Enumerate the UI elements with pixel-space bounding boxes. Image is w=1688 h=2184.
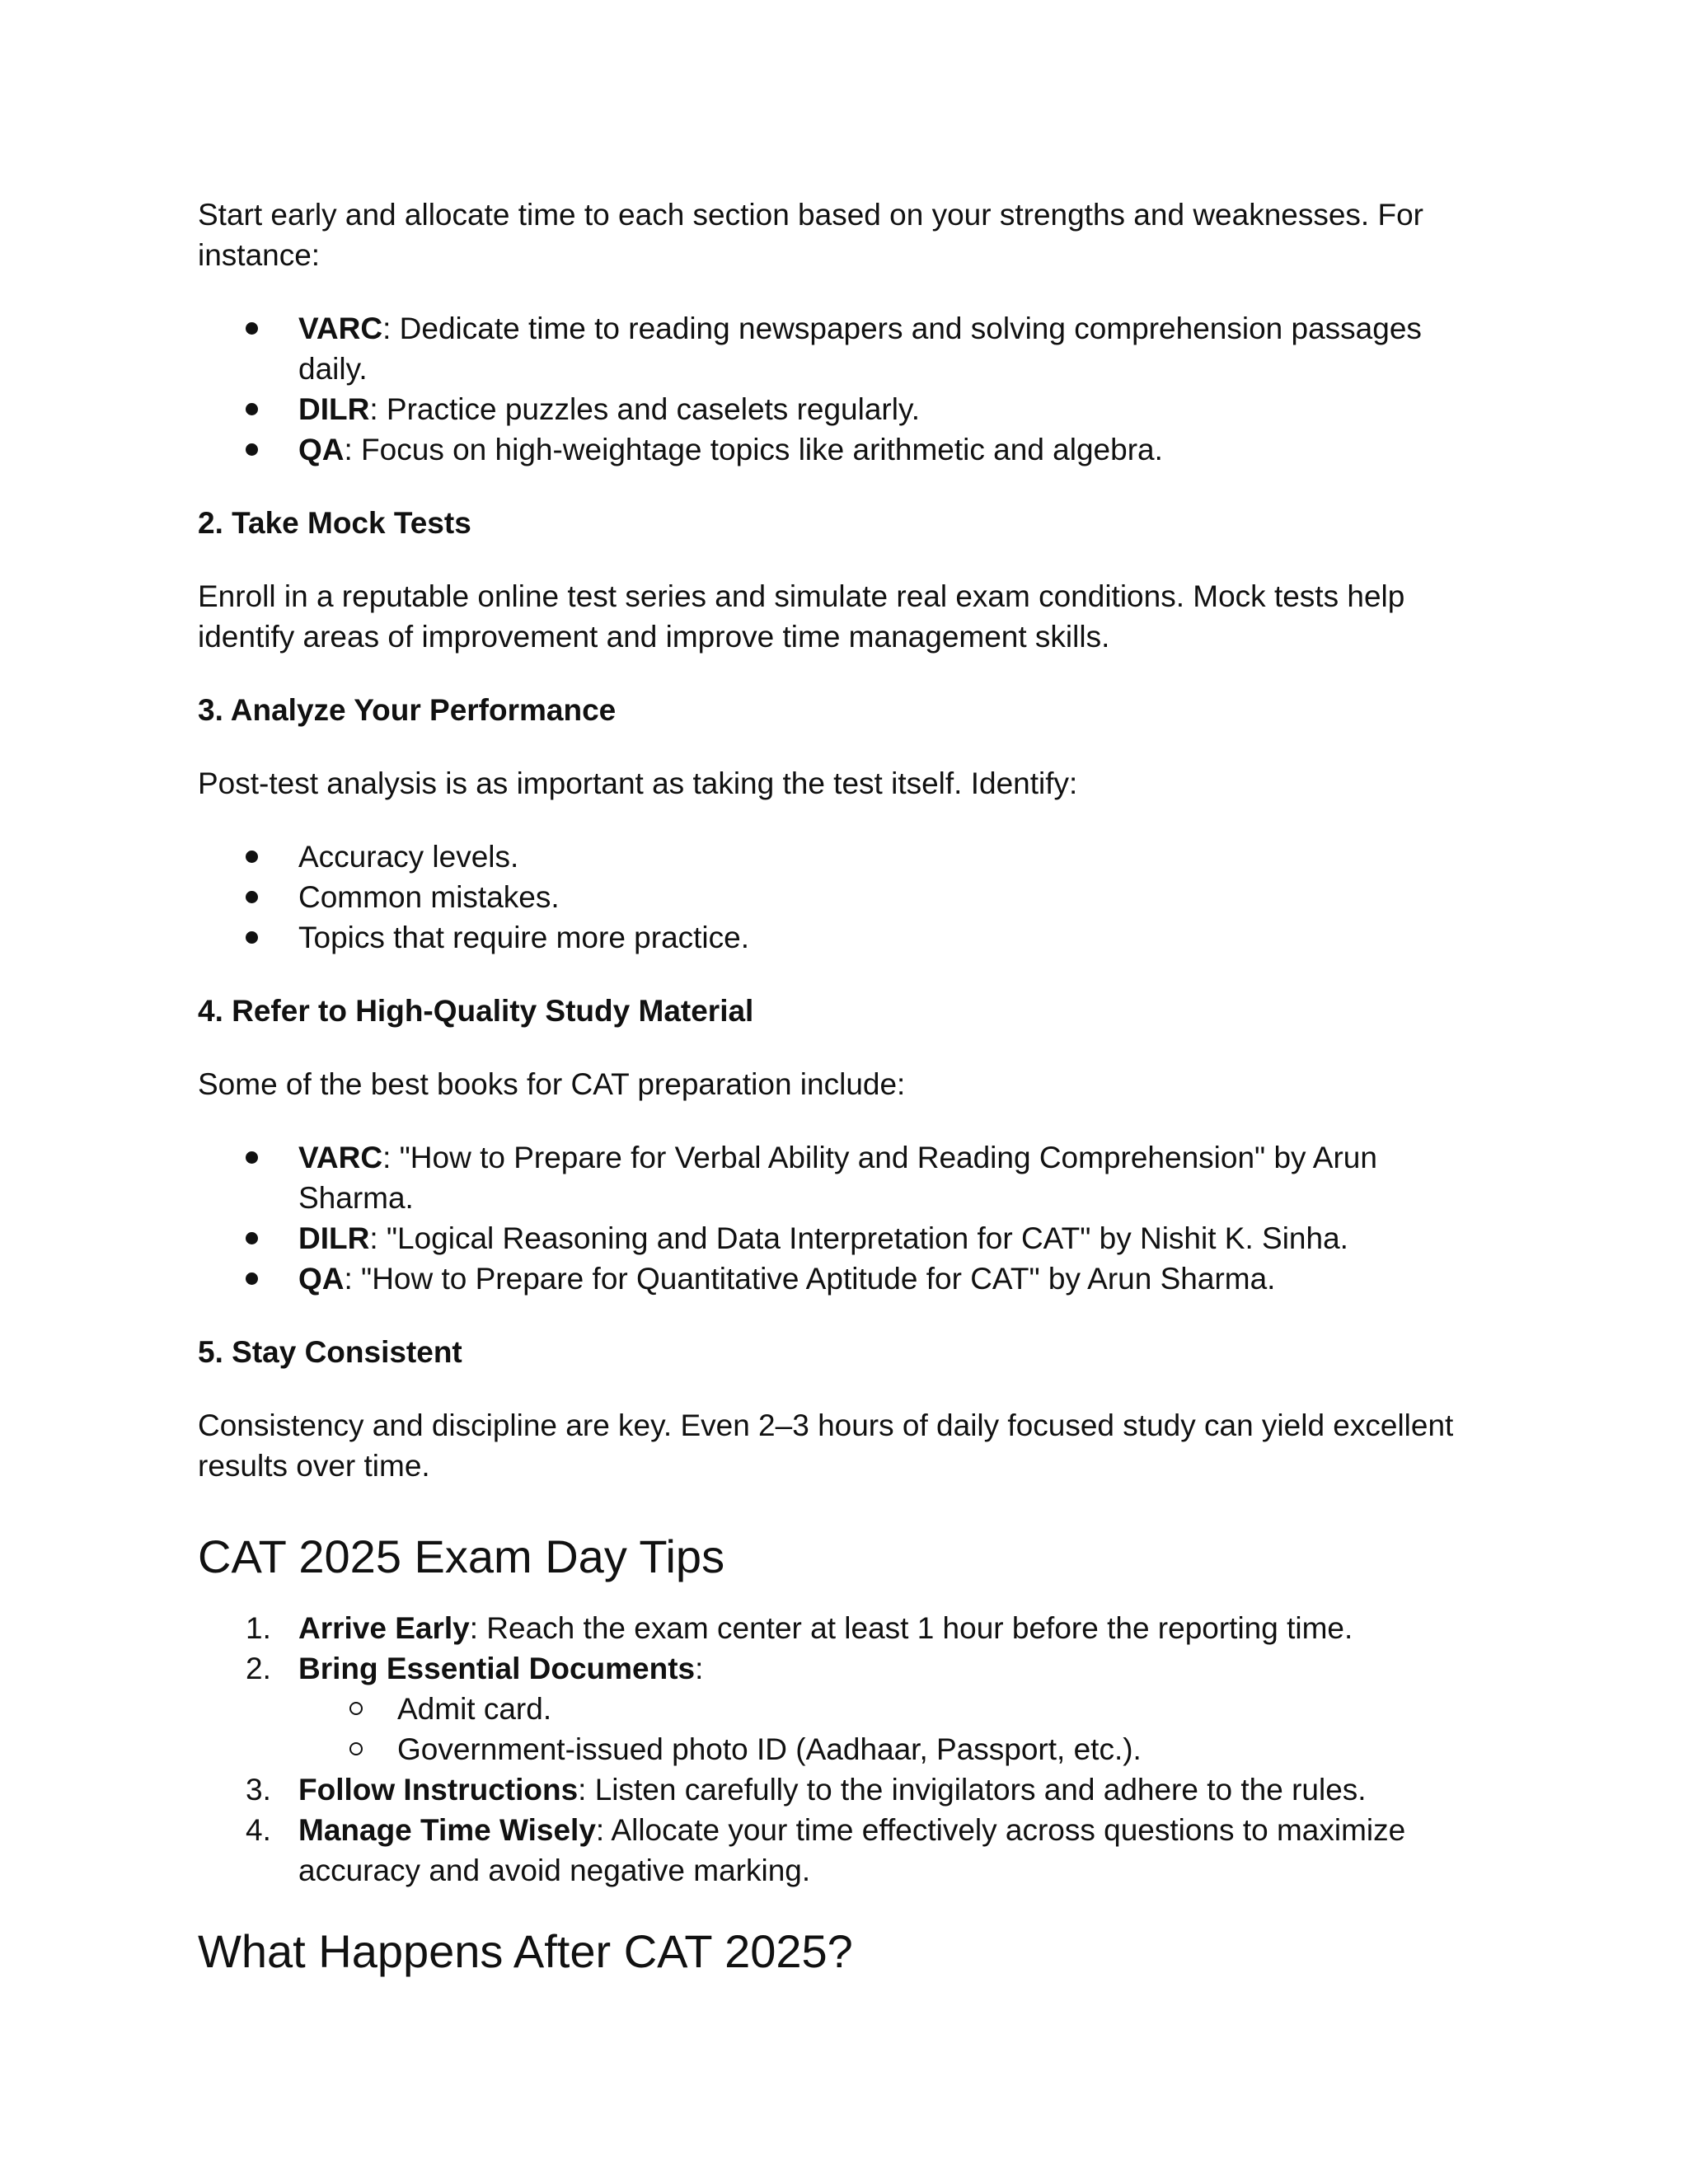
list-item-text: : Dedicate time to reading newspapers and solving comprehension passages daily. <box>298 312 1422 386</box>
bullet-icon <box>246 1258 279 1299</box>
list-item-term: Manage Time Wisely <box>298 1813 596 1847</box>
list-item-text: : Listen carefully to the invigilators and adhere to the rules. <box>578 1773 1367 1807</box>
list-item <box>198 1810 1492 1891</box>
circle-bullet-icon <box>349 1729 382 1769</box>
list-item <box>198 917 1492 958</box>
list-item-term: QA <box>298 433 345 466</box>
list-item-text: : Allocate your time effectively across questions to maximize accuracy and avoid negative marking. <box>298 1813 1406 1887</box>
list-number: 3. <box>246 1773 271 1807</box>
bullet-icon <box>246 1218 279 1258</box>
list-item-term: VARC <box>298 312 383 345</box>
list-item <box>198 1218 1492 1258</box>
document-page <box>198 194 1492 2003</box>
list-item <box>198 429 1492 470</box>
list-item-text: : Practice puzzles and caselets regularly. <box>369 392 921 426</box>
list-item-text: Common mistakes. <box>298 880 560 914</box>
step3-paragraph: Post-test analysis is as important as taking the test itself. Identify: <box>198 766 1078 800</box>
step5-paragraph: Consistency and discipline are key. Even 2–3 hours of daily focused study can yield excellent results over time. <box>198 1408 1454 1483</box>
list-item <box>198 1137 1492 1218</box>
list-item <box>198 1648 1492 1769</box>
sublist-item-text: Government-issued photo ID (Aadhaar, Passport, etc.). <box>397 1732 1142 1766</box>
list-item-term: VARC <box>298 1141 383 1174</box>
bullet-icon <box>246 308 279 349</box>
analysis-list <box>198 837 1492 958</box>
exam-day-list <box>198 1608 1492 1891</box>
list-item-term: Bring Essential Documents <box>298 1652 696 1685</box>
list-item <box>198 837 1492 877</box>
list-item <box>198 1769 1492 1810</box>
list-item-term: DILR <box>298 392 370 426</box>
list-item-term: QA <box>298 1262 345 1296</box>
documents-sublist <box>298 1689 1492 1769</box>
step2-paragraph: Enroll in a reputable online test series and simulate real exam conditions. Mock tests help identify areas of improvement and improve time management skills. <box>198 579 1405 654</box>
list-item-text: Accuracy levels. <box>298 840 519 874</box>
list-item <box>198 1258 1492 1299</box>
list-item <box>198 308 1492 389</box>
sublist-item-text: Admit card. <box>397 1692 552 1726</box>
sublist-item <box>298 1729 1492 1769</box>
list-item <box>198 877 1492 917</box>
list-item-term: DILR <box>298 1221 370 1255</box>
list-item-term: Arrive Early <box>298 1611 470 1645</box>
list-item-term: Follow Instructions <box>298 1773 579 1807</box>
bullet-icon <box>246 917 279 958</box>
bullet-icon <box>246 429 279 470</box>
exam-day-heading: CAT 2025 Exam Day Tips <box>198 1530 725 1582</box>
step3-heading: 3. Analyze Your Performance <box>198 693 617 727</box>
list-item-text: : Focus on high-weightage topics like arithmetic and algebra. <box>344 433 1163 466</box>
step5-heading: 5. Stay Consistent <box>198 1335 462 1369</box>
after-cat-heading: What Happens After CAT 2025? <box>198 1925 853 1977</box>
bullet-icon <box>246 877 279 917</box>
books-list <box>198 1137 1492 1299</box>
list-number: 4. <box>246 1813 271 1847</box>
list-item-text: : Reach the exam center at least 1 hour before the reporting time. <box>469 1611 1353 1645</box>
bullet-icon <box>246 389 279 429</box>
section-plan-list <box>198 308 1492 470</box>
intro-paragraph: Start early and allocate time to each section based on your strengths and weaknesses. For instance: <box>198 198 1423 272</box>
step2-heading: 2. Take Mock Tests <box>198 506 471 540</box>
list-item-text: : <box>695 1652 704 1685</box>
list-item-text: : "How to Prepare for Verbal Ability and Reading Comprehension" by Arun Sharma. <box>298 1141 1377 1215</box>
circle-bullet-icon <box>349 1689 382 1729</box>
list-item-text: : "How to Prepare for Quantitative Aptitude for CAT" by Arun Sharma. <box>344 1262 1276 1296</box>
list-item-text: Topics that require more practice. <box>298 921 750 954</box>
list-item-text: : "Logical Reasoning and Data Interpretation for CAT" by Nishit K. Sinha. <box>369 1221 1348 1255</box>
list-number: 2. <box>246 1652 271 1685</box>
list-number: 1. <box>246 1611 271 1645</box>
bullet-icon <box>246 837 279 877</box>
step4-heading: 4. Refer to High-Quality Study Material <box>198 994 754 1028</box>
bullet-icon <box>246 1137 279 1178</box>
list-item <box>198 389 1492 429</box>
sublist-item <box>298 1689 1492 1729</box>
step4-paragraph: Some of the best books for CAT preparation include: <box>198 1067 906 1101</box>
list-item <box>198 1608 1492 1648</box>
